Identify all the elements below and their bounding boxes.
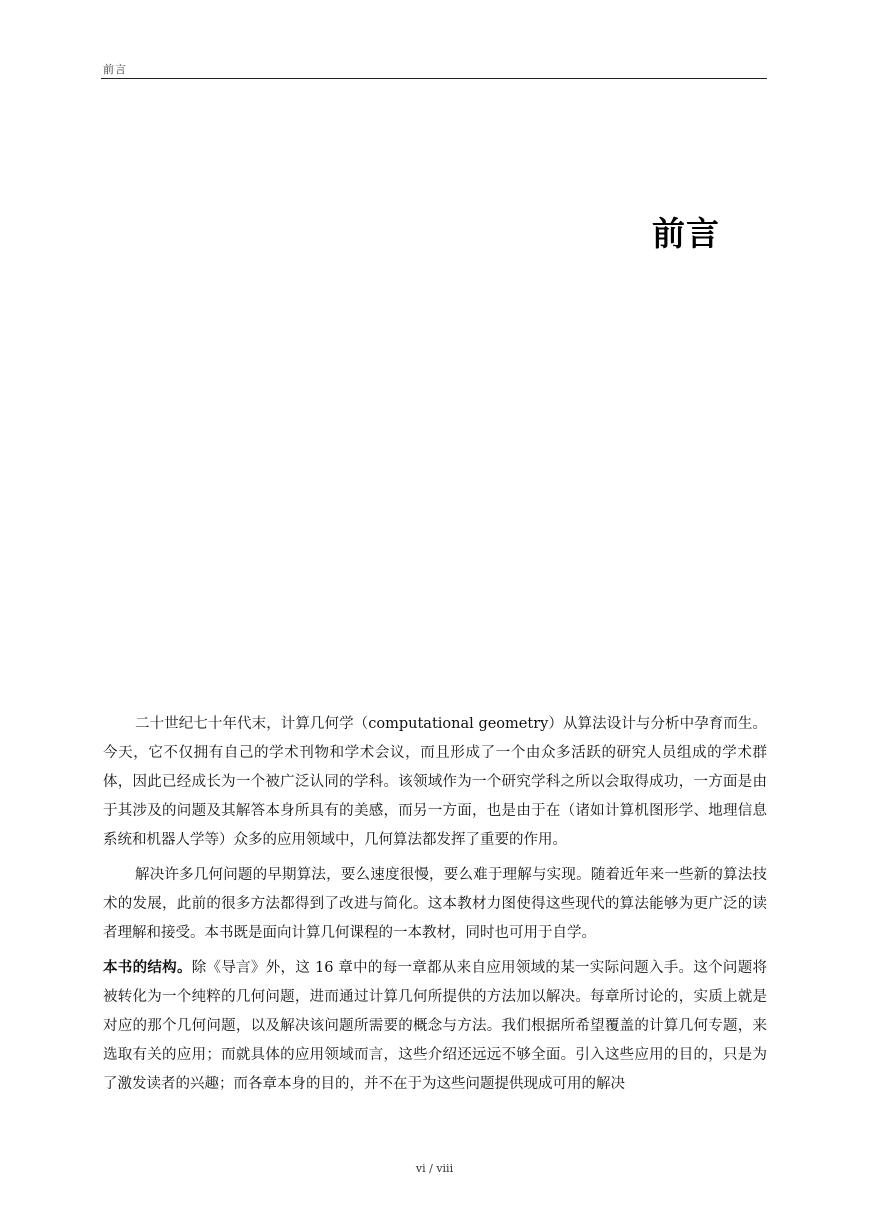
page-number: vi / viii: [415, 1162, 454, 1175]
paragraph-intro: 二十世纪七十年代末，计算几何学（computational geometry）从算法设计与分析中孕育而生。今天，它不仅拥有自己的学术刊物和学术会议，而且形成了一个由众多活跃的研究人员组成的学术群体，因此已经成长为一个被广泛认同的学科。该领域作为一个研究学科之所以会取得成功，一方面是由于其涉及的问题及其解答本身所具有的美感，而另一方面，也是由于在（诸如计算机图形学、地理信息系统和机器人学等）众多的应用领域中，几何算法都发挥了重要的作用。: [103, 716, 767, 848]
body-text: [103, 710, 767, 1099]
paragraph-body: 除《导言》外，这 16 章中的每一章都从来自应用领域的某一实际问题入手。这个问题将被转化为一个纯粹的几何问题，进而通过计算几何所提供的方法加以解决。每章所讨论的，实质上就是对应的那个几何问题，以及解决该问题所需要的概念与方法。我们根据所希望覆盖的计算几何专题，来选取有关的应用；而就具体的应用领域而言，这些介绍还远远不够全面。引入这些应用的目的，只是为了激发读者的兴趣；而各章本身的目的，并不在于为这些问题提供现成可用的解决: [103, 960, 767, 1092]
paragraph-early-algorithms: 解决许多几何问题的早期算法，要么速度很慢，要么难于理解与实现。随着近年来一些新的算法技术的发展，此前的很多方法都得到了改进与简化。这本教材力图使得这些现代的算法能够为更广泛的读者理解和接受。本书既是面向计算几何课程的一本教材，同时也可用于自学。: [103, 867, 767, 941]
running-header: 前言: [103, 63, 127, 76]
chapter-title: 前言: [652, 214, 720, 253]
paragraph-book-structure: [103, 954, 767, 1099]
paragraph-lead-heading: 本书的结构。: [103, 960, 192, 976]
header-divider: [101, 78, 767, 79]
